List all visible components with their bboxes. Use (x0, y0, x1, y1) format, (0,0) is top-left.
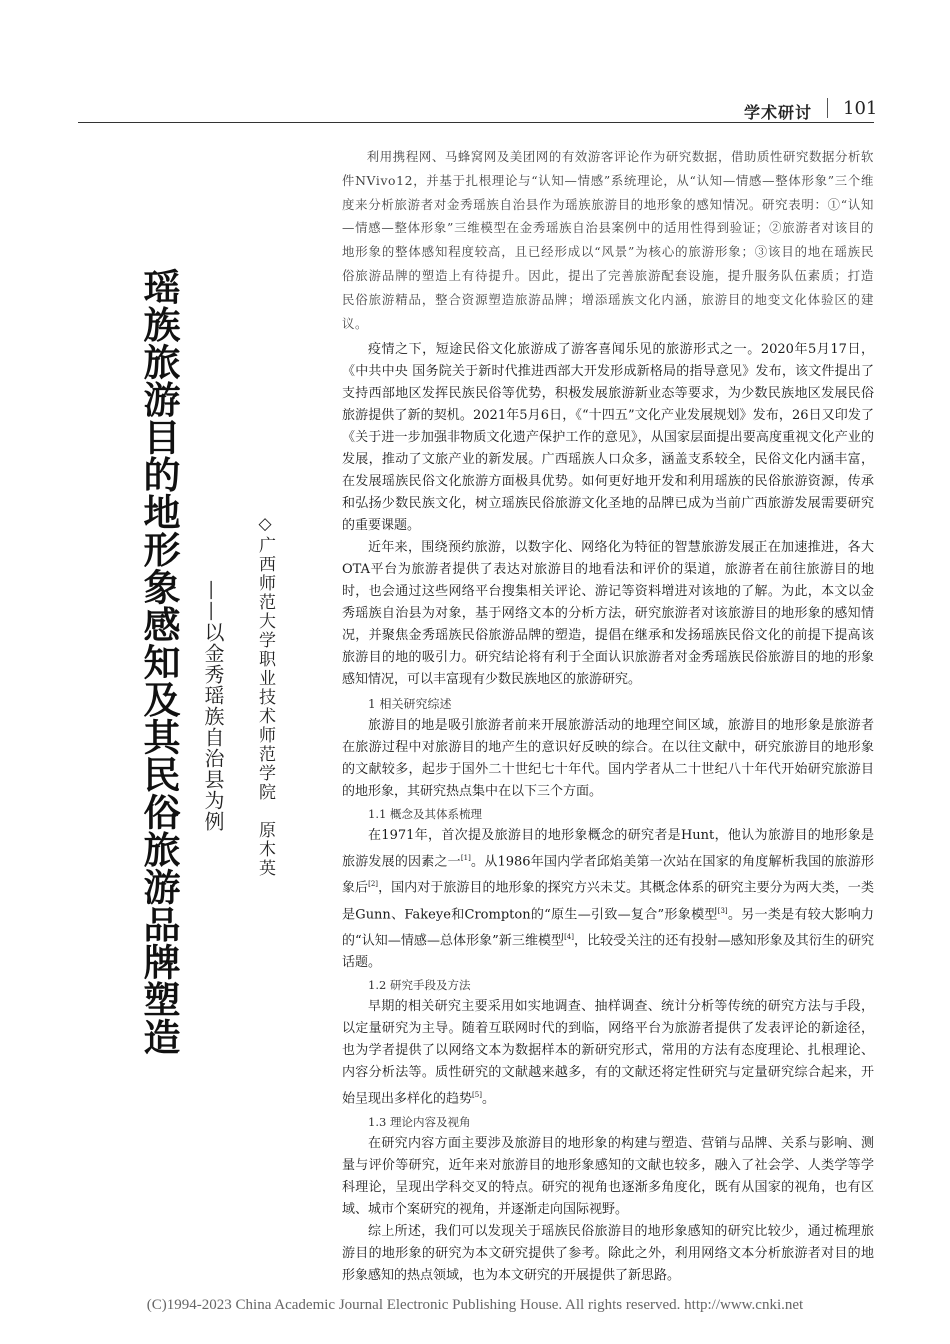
paragraph: 在研究内容方面主要涉及旅游目的地形象的构建与塑造、营销与品牌、关系与影响、测量与评价等研究，近年来对旅游目的地形象感知的文献也较多，融入了社会学、人类学等学科理论，呈现出学科交叉的特点。研究的视角也逐渐多角度化，既有从国家的视角，也有区域、城市个案研究的视角，并逐渐走向国际视野。 (342, 1135, 874, 1217)
text-run: 早期的相关研究主要采用如实地调查、抽样调查、统计分析等传统的研究方法与手段，以定量研究为主导。随着互联网时代的到临，网络平台为旅游者提供了发表评论的新途径，也为学者提供了以网络文本为数据样本的新研究形式，常用的方法有态度理论、扎根理论、内容分析法等。质性研究的文献越来越多，有的文献还将定性研究与定量研究综合起来，开始呈现出多样化的趋势 (342, 999, 874, 1107)
running-header (0, 92, 950, 122)
subsection-heading: 1.2 研究手段及方法 (368, 978, 471, 993)
paragraph: 旅游目的地是吸引旅游者前来开展旅游活动的地理空间区域，旅游目的地形象是旅游者在旅游过程中对旅游目的地产生的意识好反映的综合。在以往文献中，研究旅游目的地形象的文献较多，起步于国外二十世纪七十年代。国内学者从二十世纪八十年代开始研究旅游目的地形象，其研究热点集中在以下三个方面。 (342, 718, 874, 799)
article-subtitle: ——以金秀瑶族自治县为例 (201, 580, 225, 832)
author-affiliation: ◇广西师范大学职业技术师范学院 原木英 (255, 514, 275, 878)
citation: [3] (717, 906, 728, 915)
subsection-heading: 1.3 理论内容及视角 (368, 1114, 471, 1129)
text-run: 。 (481, 1091, 495, 1107)
abstract: 利用携程网、马蜂窝网及美团网的有效游客评论作为研究数据，借助质性研究数据分析软件NVivo12，并基于扎根理论与“认知—情感”系统理论，从“认知—情感—整体形象”三个维度来分析旅游者对金秀瑶族自治县作为瑶族旅游目的地形象的感知情况。研究表明：①“认知—情感—整体形象”三维模型在金秀瑶族自治县案例中的适用性得到验证；②旅游者对该目的地形象的整体感知程度较高，且已经形成以“风景”为核心的旅游形象；③该目的地在瑶族民俗旅游品牌的塑造上有待提升。因此，提出了完善旅游配套设施，提升服务队伍素质；打造民俗旅游精品，整合资源塑造旅游品牌；增添瑶族文化内涵，旅游目的地变文化体验区的建议。 (342, 149, 874, 331)
header-divider (827, 98, 828, 118)
text-run: ，国内对于旅游目的地形象的探究方兴未艾。其概念体系的研究主要分为两大类，一类是Gunn、Fakeye和Crompton的“原生—引致—复合”形象模型 (342, 880, 874, 922)
citation: [5] (472, 1091, 482, 1100)
citation: [2] (368, 880, 379, 889)
paragraph: 疫情之下，短途民俗文化旅游成了游客喜闻乐见的旅游形式之一。2020年5月17日，《中共中央 国务院关于新时代推进西部大开发形成新格局的指导意见》发布，该文件提出了支持西部地区发挥民族民俗等优势，积极发展旅游新业态等要求，为少数民族地区发展民俗旅游提供了新的契机。2021年5月6日，《“十四五”文化产业发展规划》发布，26日又印发了《关于进一步加强非物质文化遗产保护工作的意见》，从国家层面提出要高度重视文化产业的发展，推动了文旅产业的新发展。广西瑶族人口众多，涵盖支系较全，民俗文化内涵丰富，在发展瑶族民俗文化旅游方面极具优势。如何更好地开发和利用瑶族的民俗旅游资源，传承和弘扬少数民族文化，树立瑶族民俗旅游文化圣地的品牌已成为当前广西旅游发展需要研究的重要课题。 (342, 342, 874, 533)
article-body (342, 339, 874, 1287)
header-rule (78, 122, 874, 123)
text-run: 在1971年，首次提及旅游目的地形象概念的研究者是Hunt，他认为旅游目的地形象是旅游发展的因素之一 (342, 828, 874, 870)
text-run: 。另一类是有较大影响力的“认知—情感—总体形象”新三维模型 (342, 906, 874, 949)
paragraph (342, 825, 874, 974)
text-run: ，比较受关注的还有投射—感知形象及其衍生的研究话题。 (342, 933, 874, 971)
paragraph: 综上所述，我们可以发现关于瑶族民俗旅游目的地形象感知的研究比较少，通过梳理旅游目的地形象的研究为本文研究提供了参考。除此之外，利用网络文本分析旅游者对目的地形象感知的热点领域，也为本文研究的开展提供了新思路。 (342, 1223, 874, 1283)
section-heading: 1 相关研究综述 (368, 697, 452, 711)
paragraph (342, 996, 874, 1110)
journal-section: 学术研讨 (743, 103, 812, 122)
page-number: 101 (843, 98, 878, 119)
article-title: 瑶族旅游目的地形象感知及其民俗旅游品牌塑造 (137, 268, 180, 1056)
copyright-footer: (C)1994-2023 China Academic Journal Electronic Publishing House. All rights reserved. http://www.cnki.net (146, 1297, 804, 1313)
subsection-heading: 1.1 概念及其体系梳理 (368, 807, 482, 821)
citation: [4] (564, 932, 574, 941)
citation: [1] (460, 854, 471, 862)
paragraph: 近年来，围绕预约旅游，以数字化、网络化为特征的智慧旅游发展正在加速推进，各大OTA平台为旅游者提供了表达对旅游目的地看法和评价的渠道，旅游者在前往旅游目的地时，也会通过这些网络平台搜集相关评论、游记等资料增进对该地的了解。为此，本文以金秀瑶族自治县为对象，基于网络文本的分析方法，研究旅游者对该旅游目的地形象的感知情况，并聚焦金秀瑶族民俗旅游品牌的塑造，提倡在继承和发扬瑶族民俗文化的前提下提高该旅游目的地的吸引力。研究结论将有利于全面认识旅游者对金秀瑶族民俗旅游目的地的形象感知情况，可以丰富现有少数民族地区的旅游研究。 (342, 540, 874, 687)
text-run: 。从1986年国内学者邱焰美第一次站在国家的角度解析我国的旅游形象后 (342, 854, 874, 896)
